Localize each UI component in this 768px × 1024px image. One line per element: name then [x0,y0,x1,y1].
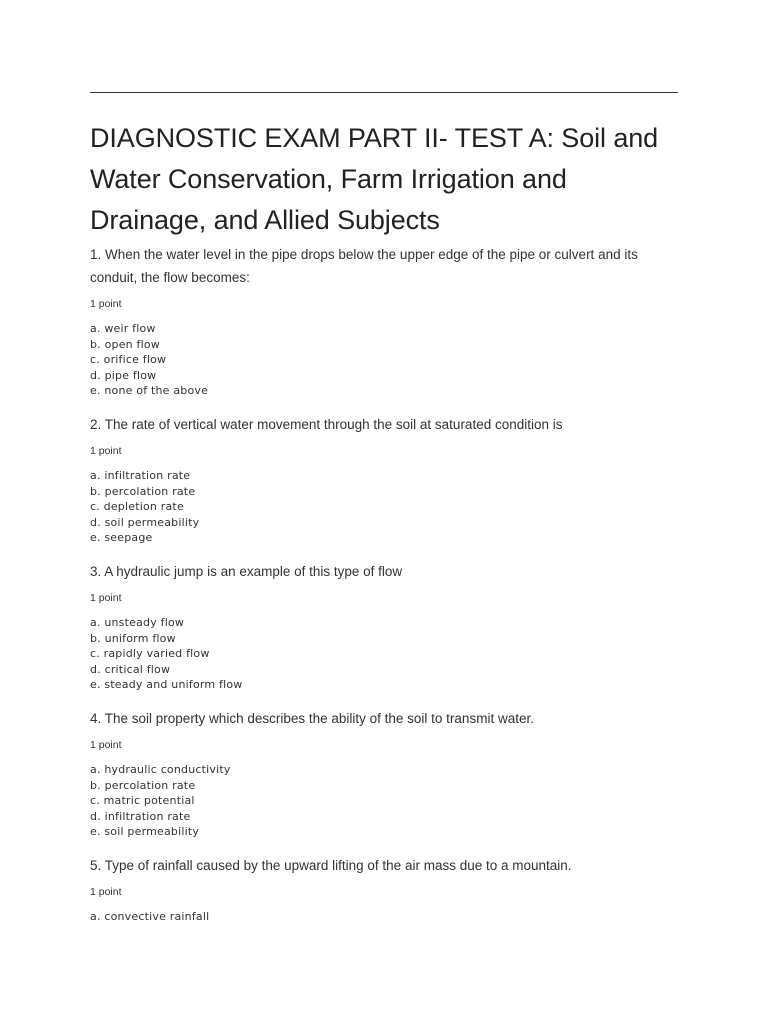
question-spacer [90,840,680,854]
question-1 [90,243,680,399]
question-text: 2. The rate of vertical water movement through the soil at saturated condition is [90,416,563,432]
option-item: e. none of the above [90,384,209,398]
question-3 [90,560,680,693]
question-text: 3. A hydraulic jump is an example of this type of flow [90,563,403,579]
question-spacer [90,693,680,707]
option-item: d. soil permeability [90,515,200,529]
option-item: e. seepage [90,531,153,545]
option-item: d. critical flow [90,662,171,676]
option-item: a. weir flow [90,322,156,335]
question-list [90,243,680,924]
option-item: a. infiltration rate [90,468,191,482]
question-text: 1. When the water level in the pipe drops below the upper edge of the pipe or culvert and its conduit, the flow becomes: [90,247,638,285]
option-item: c. orifice flow [90,353,167,367]
option-list [90,605,680,693]
option-item: a. hydraulic conductivity [90,762,231,776]
question-spacer [90,399,680,413]
option-item: b. open flow [90,337,160,351]
top-divider [90,92,678,93]
option-item: c. rapidly varied flow [90,647,210,661]
question-text: 4. The soil property which describes the ability of the soil to transmit water. [90,710,534,726]
question-points: 1 point [90,444,122,457]
question-points: 1 point [90,298,122,310]
question-points: 1 point [90,885,122,898]
option-item: b. uniform flow [90,631,176,645]
option-list [90,458,680,546]
option-list [90,752,680,840]
option-item: e. soil permeability [90,825,200,839]
option-item: b. percolation rate [90,484,196,498]
exam-title: DIAGNOSTIC EXAM PART II- TEST A: Soil and Water Conservation, Farm Irrigation and Drainage, and Allied Subjects [90,123,659,235]
option-item: e. steady and uniform flow [90,678,243,692]
question-4 [90,707,680,840]
question-2 [90,413,680,546]
option-item: c. matric potential [90,794,195,808]
question-text: 5. Type of rainfall caused by the upward lifting of the air mass due to a mountain. [90,857,572,873]
question-5 [90,854,680,925]
question-spacer [90,546,680,560]
option-item: b. percolation rate [90,778,196,792]
question-points: 1 point [90,738,122,751]
option-item: a. unsteady flow [90,615,185,629]
option-item: d. infiltration rate [90,809,191,823]
option-item: d. pipe flow [90,368,157,382]
option-list [90,899,680,925]
option-list [90,311,680,399]
option-item: c. depletion rate [90,500,184,514]
option-item: a. convective rainfall [90,909,210,923]
question-points: 1 point [90,591,122,604]
